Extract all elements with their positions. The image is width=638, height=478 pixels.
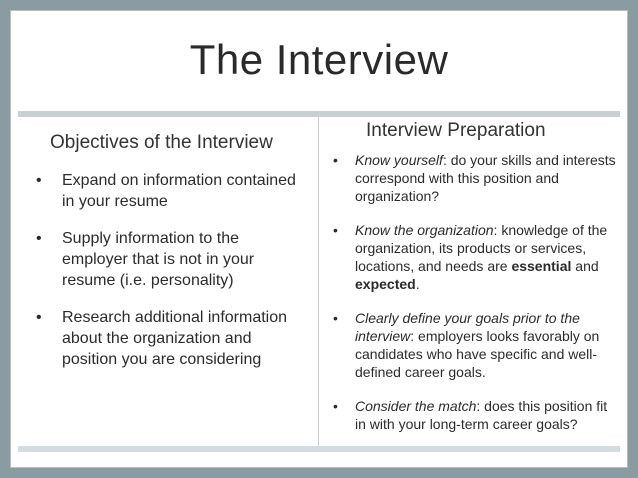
list-item [333,309,618,381]
list-item-bold: essential [511,258,572,274]
bullet-icon: • [333,222,338,238]
bullet-icon: • [333,152,338,168]
list-item-text: : employers looks favorably on candidates who have specific and well-defined career goals. [355,328,600,380]
list-item [333,397,618,433]
title-divider-band [18,111,620,117]
column-divider [318,117,319,446]
list-item [36,228,306,291]
list-item-emphasis: Consider the match [355,398,477,414]
preparation-list [333,151,618,449]
list-item-text: and [571,258,599,274]
list-item-emphasis: Know yourself [355,152,443,168]
list-item [333,151,618,205]
bullet-icon: • [36,230,42,247]
list-item-emphasis: Know the organization [355,222,494,238]
footer-band [18,446,620,452]
list-item-text: . [415,276,420,292]
list-item-text: Research additional information about the organization and position you are considering [62,309,288,368]
slide-title: The Interview [189,36,449,83]
list-item-text: Expand on information contained in your resume [62,172,296,210]
objectives-heading: Objectives of the Interview [50,132,273,153]
list-item [36,170,306,212]
list-item [36,307,306,370]
list-item-text: : do your skills and interests correspond with this position and organization? [355,152,616,204]
list-item-text: : does this position fit in with your long-term career goals? [355,398,608,432]
bullet-icon: • [333,310,338,326]
bullet-icon: • [333,398,338,414]
list-item [333,221,618,293]
list-item-text: Supply information to the employer that is not in your resume (i.e. personality) [62,230,255,289]
bullet-icon: • [36,309,42,326]
objectives-list [36,170,306,386]
preparation-heading: Interview Preparation [366,120,546,141]
list-item-bold: expected [355,276,416,292]
bullet-icon: • [36,172,42,189]
list-item-text: : knowledge of the organization, its products or services, locations, and needs are [355,222,608,274]
list-item-emphasis: Clearly define your goals prior to the interview [355,310,580,344]
